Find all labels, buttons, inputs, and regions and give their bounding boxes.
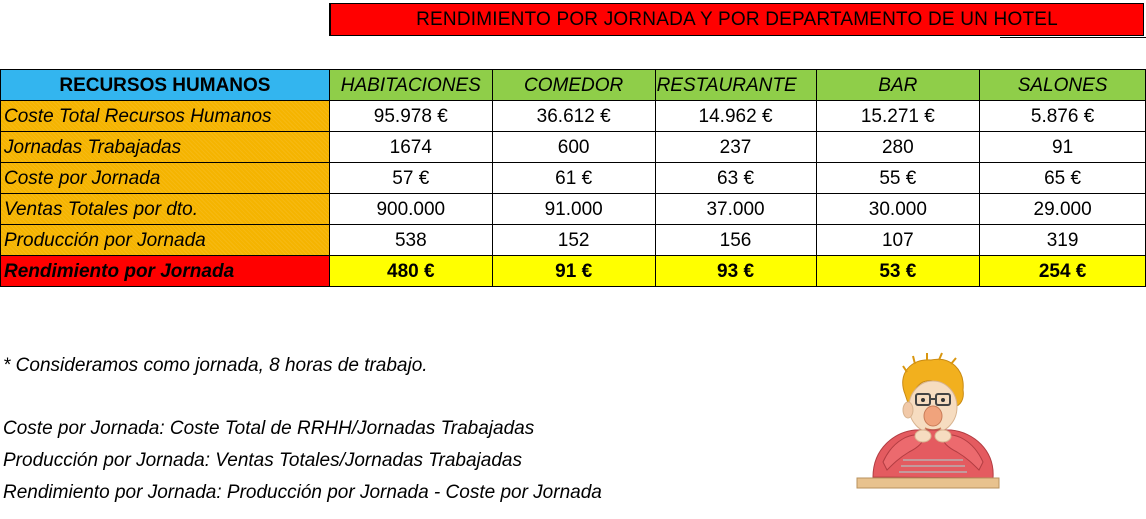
table-cell: 600	[492, 132, 655, 163]
row-label-rendimiento-por-jornada: Rendimiento por Jornada	[1, 256, 330, 287]
table-cell: 37.000	[655, 194, 816, 225]
header-cell-bar: BAR	[816, 70, 980, 101]
performance-table	[0, 69, 1146, 287]
formula-rendimiento-por-jornada: Rendimiento por Jornada: Producción por Jornada - Coste por Jornada	[3, 482, 602, 503]
result-cell: 93 €	[655, 256, 816, 287]
row-label-produccion-por-jornada: Producción por Jornada	[1, 225, 330, 256]
table-cell: 5.876 €	[980, 101, 1146, 132]
row-label-jornadas-trabajadas: Jornadas Trabajadas	[1, 132, 330, 163]
table-cell: 280	[816, 132, 980, 163]
result-cell: 91 €	[492, 256, 655, 287]
table-header-row	[1, 70, 1146, 101]
table-row	[1, 132, 1146, 163]
table-cell: 1674	[329, 132, 492, 163]
result-cell: 53 €	[816, 256, 980, 287]
table-cell: 36.612 €	[492, 101, 655, 132]
header-cell-restaurante: RESTAURANTE	[655, 70, 816, 101]
table-row	[1, 225, 1146, 256]
result-cell: 480 €	[329, 256, 492, 287]
table-cell: 65 €	[980, 163, 1146, 194]
thinking-person-illustration	[853, 352, 1003, 492]
table-cell: 900.000	[329, 194, 492, 225]
result-cell: 254 €	[980, 256, 1146, 287]
row-label-coste-por-jornada: Coste por Jornada	[1, 163, 330, 194]
row-label-coste-total: Coste Total Recursos Humanos	[1, 101, 330, 132]
table-cell: 61 €	[492, 163, 655, 194]
table-cell: 29.000	[980, 194, 1146, 225]
table-row	[1, 163, 1146, 194]
table-cell: 538	[329, 225, 492, 256]
header-cell-comedor: COMEDOR	[492, 70, 655, 101]
table-row	[1, 101, 1146, 132]
divider	[1000, 37, 1146, 38]
table-cell: 156	[655, 225, 816, 256]
table-cell: 15.271 €	[816, 101, 980, 132]
header-cell-habitaciones: HABITACIONES	[329, 70, 492, 101]
formula-produccion-por-jornada: Producción por Jornada: Ventas Totales/Jornadas Trabajadas	[3, 450, 522, 471]
table-cell: 237	[655, 132, 816, 163]
page-title	[329, 3, 1144, 36]
table-cell: 91	[980, 132, 1146, 163]
table-cell: 152	[492, 225, 655, 256]
table-cell: 57 €	[329, 163, 492, 194]
row-label-ventas-totales: Ventas Totales por dto.	[1, 194, 330, 225]
table-cell: 319	[980, 225, 1146, 256]
table-cell: 14.962 €	[655, 101, 816, 132]
header-cell-recursos-humanos: RECURSOS HUMANOS	[1, 70, 330, 101]
header-cell-salones: SALONES	[980, 70, 1146, 101]
table-cell: 95.978 €	[329, 101, 492, 132]
table-cell: 63 €	[655, 163, 816, 194]
table-row	[1, 194, 1146, 225]
formula-coste-por-jornada: Coste por Jornada: Coste Total de RRHH/Jornadas Trabajadas	[3, 418, 535, 439]
table-cell: 107	[816, 225, 980, 256]
table-cell: 55 €	[816, 163, 980, 194]
footnote: * Consideramos como jornada, 8 horas de trabajo.	[3, 355, 428, 376]
table-row-result	[1, 256, 1146, 287]
table-cell: 91.000	[492, 194, 655, 225]
page-title-text: RENDIMIENTO POR JORNADA Y POR DEPARTAMENTO DE UN HOTEL	[416, 8, 1058, 30]
table-cell: 30.000	[816, 194, 980, 225]
